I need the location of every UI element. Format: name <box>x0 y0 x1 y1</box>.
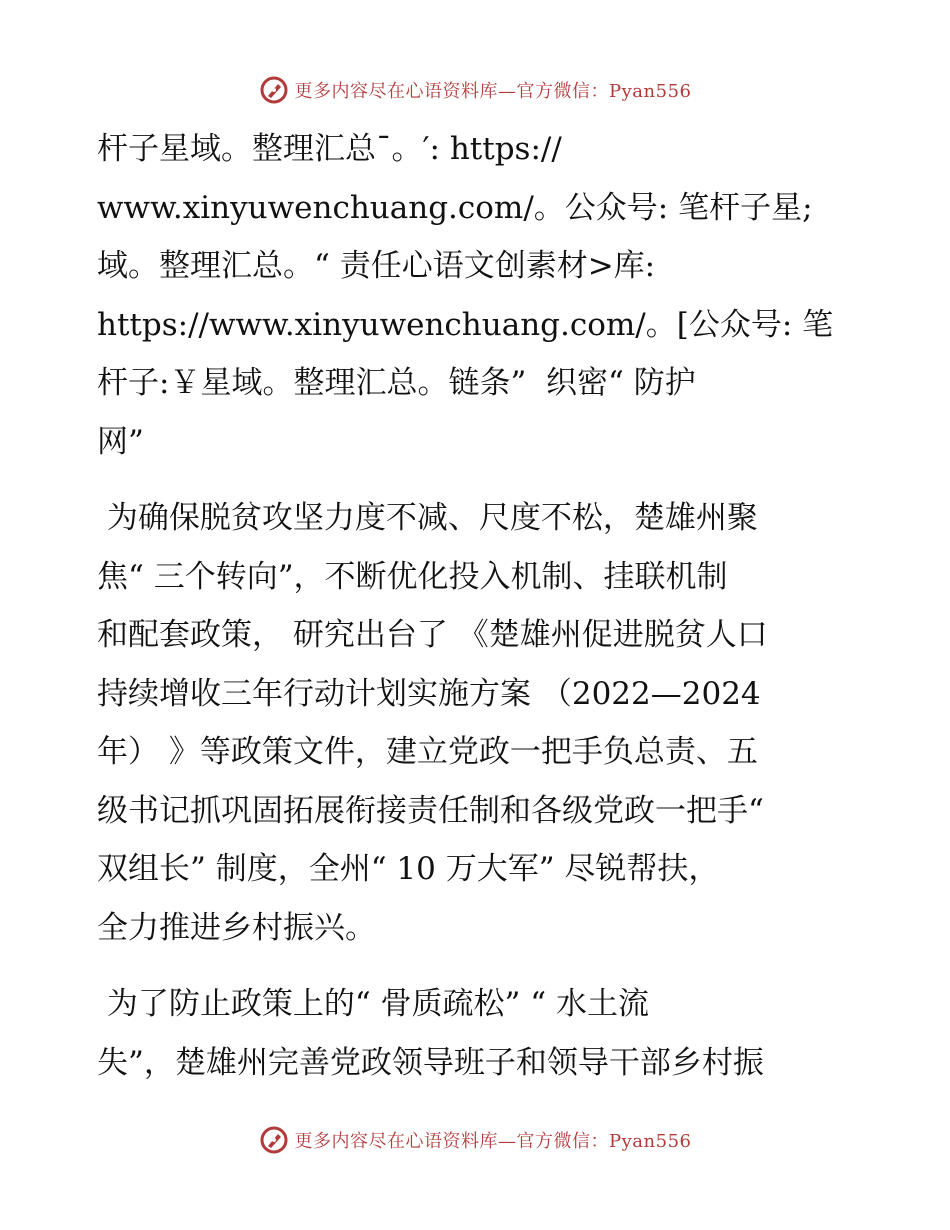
pen-nib-circle-logo-icon <box>259 75 289 105</box>
pen-nib-circle-logo-icon <box>259 1125 289 1155</box>
header-banner <box>0 70 950 110</box>
paragraph-2: 为确保脱贫攻坚力度不减、尺度不松，楚雄州聚 焦“ 三个转向”，不断优化投入机制、挂联机制 和配套政策， 研究出台了 《楚雄州促进脱贫人口 持续增收三年行动计划实施方案 （2022—2024 年） 》等政策文件，建立党政一把手负总责、五 级书记抓巩固拓展衔接责任制和各级党政一把手“ 双组长” 制度，全州“ 10 万大军” 尽锐帮扶， 全力推进乡村振兴。 <box>97 500 768 946</box>
paragraph-3: 为了防止政策上的“ 骨质疏松” “ 水土流 失”，楚雄州完善党政领导班子和领导干部乡村振 <box>97 986 764 1081</box>
document-body <box>97 120 857 1092</box>
header-banner-text: 更多内容尽在心语资料库—官方微信：Pyan556 <box>294 81 692 102</box>
footer-banner <box>0 1120 950 1160</box>
footer-banner-text: 更多内容尽在心语资料库—官方微信：Pyan556 <box>294 1131 692 1152</box>
paragraph-1: 杆子星域。整理汇总¯。′: https:// www.xinyuwenchuang.com/。公众号: 笔杆子星; 域。整理汇总。“ 责任心语文创素材>库: https://www.xinyuwenchuang.com/。[公众号: 笔 杆子:￥星域。整理汇总。链条” 织密“ 防护 网” <box>97 131 834 460</box>
